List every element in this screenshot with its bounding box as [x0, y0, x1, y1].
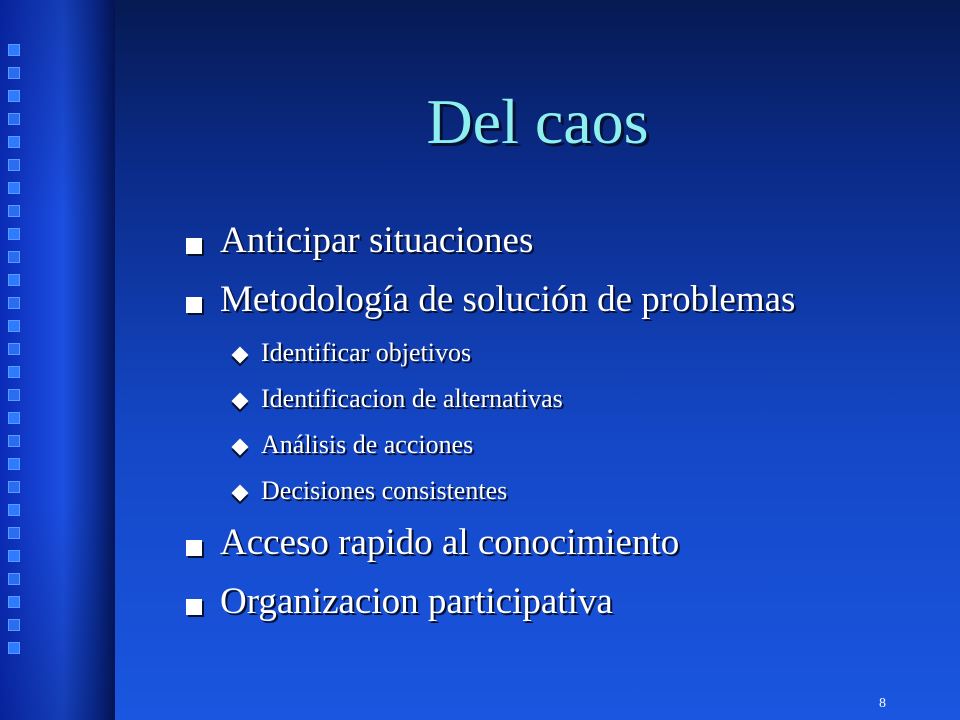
sub-bullet-text: Identificacion de alternativas	[261, 384, 563, 413]
decorative-squares	[8, 44, 28, 665]
square-bullet-icon	[186, 297, 202, 313]
decor-square	[8, 113, 20, 125]
decor-square	[8, 90, 20, 102]
diamond-bullet-icon	[232, 439, 249, 456]
page-number: 8	[879, 696, 886, 711]
left-decorative-strip	[0, 0, 115, 720]
decor-square	[8, 504, 20, 516]
sub-bullet-text: Análisis de acciones	[261, 430, 474, 459]
decor-square	[8, 596, 20, 608]
decor-square	[8, 228, 20, 240]
decor-square	[8, 481, 20, 493]
decor-square	[8, 642, 20, 654]
diamond-bullet-icon	[232, 393, 249, 410]
diamond-bullet-icon	[232, 485, 249, 502]
decor-square	[8, 67, 20, 79]
decor-square	[8, 412, 20, 424]
bullet-text: Acceso rapido al conocimiento	[220, 522, 680, 563]
bullet-text: Anticipar situaciones	[220, 220, 534, 261]
decor-square	[8, 458, 20, 470]
decor-square	[8, 44, 20, 56]
diamond-bullet-icon	[232, 347, 249, 364]
decor-square	[8, 527, 20, 539]
sub-bullet-text: Decisiones consistentes	[261, 476, 508, 505]
decor-square	[8, 251, 20, 263]
decor-square	[8, 159, 20, 171]
decor-square	[8, 366, 20, 378]
bullet-item	[186, 222, 926, 262]
decor-square	[8, 389, 20, 401]
bullet-text: Metodología de solución de problemas	[220, 279, 796, 320]
sub-bullet-item	[186, 340, 926, 370]
decor-square	[8, 205, 20, 217]
decor-square	[8, 320, 20, 332]
decor-square	[8, 435, 20, 447]
bullet-item	[186, 281, 926, 321]
decor-square	[8, 182, 20, 194]
slide-title: Del caos	[426, 86, 649, 157]
sub-bullet-item	[186, 432, 926, 462]
bullet-item	[186, 583, 926, 623]
decor-square	[8, 619, 20, 631]
decor-square	[8, 550, 20, 562]
bullet-item	[186, 524, 926, 564]
sub-bullet-text: Identificar objetivos	[261, 338, 472, 367]
bullet-text: Organizacion participativa	[220, 581, 613, 622]
sub-bullet-item	[186, 478, 926, 508]
sub-bullet-item	[186, 386, 926, 416]
bullet-list	[186, 222, 926, 642]
square-bullet-icon	[186, 540, 202, 556]
decor-square	[8, 343, 20, 355]
decor-square	[8, 136, 20, 148]
decor-square	[8, 297, 20, 309]
square-bullet-icon	[186, 599, 202, 615]
square-bullet-icon	[186, 238, 202, 254]
decor-square	[8, 573, 20, 585]
decor-square	[8, 274, 20, 286]
